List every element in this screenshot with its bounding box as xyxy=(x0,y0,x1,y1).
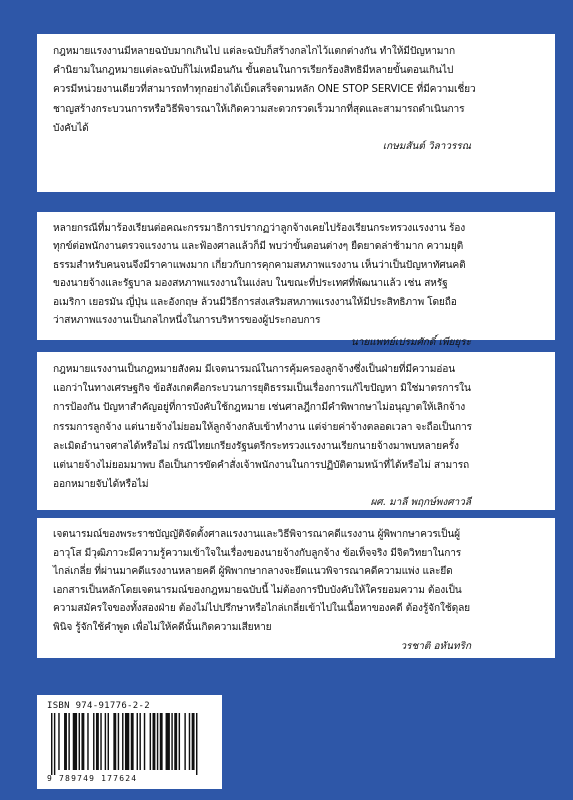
isbn-label: ISBN 974-91776-2-2 xyxy=(47,701,150,711)
quote-text-4: เจตนารมณ์ของพระราชบัญญัติจัดตั้งศาลแรงงานและวิธีพิจารณาคดีแรงงาน ผู้พิพากษาควรเป็นผู้ อาวุโส มีวุฒิภาวะมีความรู้ความเข้าใจในเรื่องของนายจ้างกับลูกจ้าง ข้อเท็จจริง มีจิตวิทยาในการ ไกล่เกลี่ย ที่ผ่านมาคดีแรงงานหลายคดี ผู้พิพากษากลางจะยึดแนวพิจารณาคดีความแพ่ง และยึด เอกสารเป็นหลักโดยเจตนารมณ์ของกฎหมายฉบับนี้ ไม่ต้องการปีบบังคับให้ใครยอมความ ต้องเป็น ความสมัครใจของทั้งสองฝ่าย ต้องไม่ไปปรึกษาหรือไกล่เกลี่ยเข้าไปในเนื้อหาของคดี ต้องรู้จักใช้ดุลย พินิจ รู้จักใช้คำพูด เพื่อไม่ให้คดีนั้นเกิดความเสียหาย xyxy=(53,529,470,633)
barcode-number: 9 789749 177624 xyxy=(47,774,138,783)
quote-author-2: นายแพทย์เปรมศักดิ์ เพียยุระ xyxy=(350,337,471,349)
barcode-box xyxy=(37,695,222,789)
quote-author-4: วรชาติ อหันทริก xyxy=(400,640,471,652)
quote-text-3: กฎหมายแรงงานเป็นกฎหมายสังคม มีเจตนารมณ์ในการคุ้มครองลูกจ้างซึ่งเป็นฝ่ายที่มีความอ่อน แอกว่าในทางเศรษฐกิจ ข้อสังเกตคือกระบวนการยุติธรรมเป็นเรื่องการแก้ไขปัญหา มิใช่มาตรการใน การป้องกัน ปัญหาสำคัญอยู่ที่การบังคับใช้กฎหมาย เช่นศาลฎีกามีคำพิพากษาไม่อนุญาตให้เลิกจ้าง กรรมการลูกจ้าง แต่นายจ้างไม่ยอมให้ลูกจ้างกลับเข้าทำงาน แต่จ่ายค่าจ้างตลอดเวลา จะถือเป็นการ ละเมิดอำนาจศาลได้หรือไม่ กรณีไทยเกรียงรัฐนตรีกระทรวงแรงงานเรียกนายจ้างมาพบหลายครั้ง แต่นายจ้างไม่ยอมมาพบ ถือเป็นการขัดคำสั่งเจ้าพนักงานในการปฏิบัติตามหน้าที่ได้หรือไม่ สามารถ ออกหมายจับได้หรือไม่ xyxy=(53,364,472,491)
quote-text-2: หลายกรณีที่มาร้องเรียนต่อคณะกรรมาธิการปรากฏว่าลูกจ้างเคยไปร้องเรียนกระทรวงแรงงาน ร้อง ทุกข์ต่อพนักงานตรวจแรงงาน และฟ้องศาลแล้วก็มี พบว่าขั้นตอนต่างๆ ยืดยาดล่าช้ามาก ความยุติ ธรรมสำหรับคนจนจึงมีราคาแพงมาก เกี่ยวกับการคุกคามสหภาพแรงงาน เห็นว่าเป็นปัญหาทัศนคติ ของนายจ้างและรัฐบาล มองสหภาพแรงงานในแง่ลบ ในขณะที่ประเทศที่พัฒนาแล้ว เช่น สหรัฐ อเมริกา เยอรมัน ญี่ปุ่น และอังกฤษ ล้วนมีวิธีการส่งเสริมสหภาพแรงงานให้มีประสิทธิภาพ โดยถือ ว่าสหภาพแรงงานเป็นกลไกหนึ่งในการบริหารของผู้ประกอบการ xyxy=(53,223,466,327)
quote-author-3: ผศ. มาลี พฤกษ์พงศาวลี xyxy=(370,497,471,509)
quote-text-1: กฎหมายแรงงานมีหลายฉบับมากเกินไป แต่ละฉบับก็สร้างกลไกไว้แตกต่างกัน ทำให้มีปัญหามาก คำนิยามในกฎหมายแต่ละฉบับก็ไม่เหมือนกัน ขั้นตอนในการเรียกร้องสิทธิมีหลายขั้นตอนเกินไป ควรมีหน่วยงานเดียวที่สามารถทำทุกอย่างได้เบ็ดเสร็จตามหลัก ONE STOP SERVICE ที่มีความเชี่ยว ชาญสร้างกระบวนการหรือวิธีพิจารณาให้เกิดความสะดวกรวดเร็วมากที่สุดและสามารถดำเนินการ บังคับได้ xyxy=(53,46,476,134)
barcode-image xyxy=(47,713,212,775)
quote-panel-3 xyxy=(37,352,555,510)
quote-panel-2 xyxy=(37,212,555,349)
quote-panel-4 xyxy=(37,518,555,658)
quote-panel-1 xyxy=(37,34,555,192)
quote-author-1: เกษมสันต์ วิลาวรรณ xyxy=(382,141,471,153)
